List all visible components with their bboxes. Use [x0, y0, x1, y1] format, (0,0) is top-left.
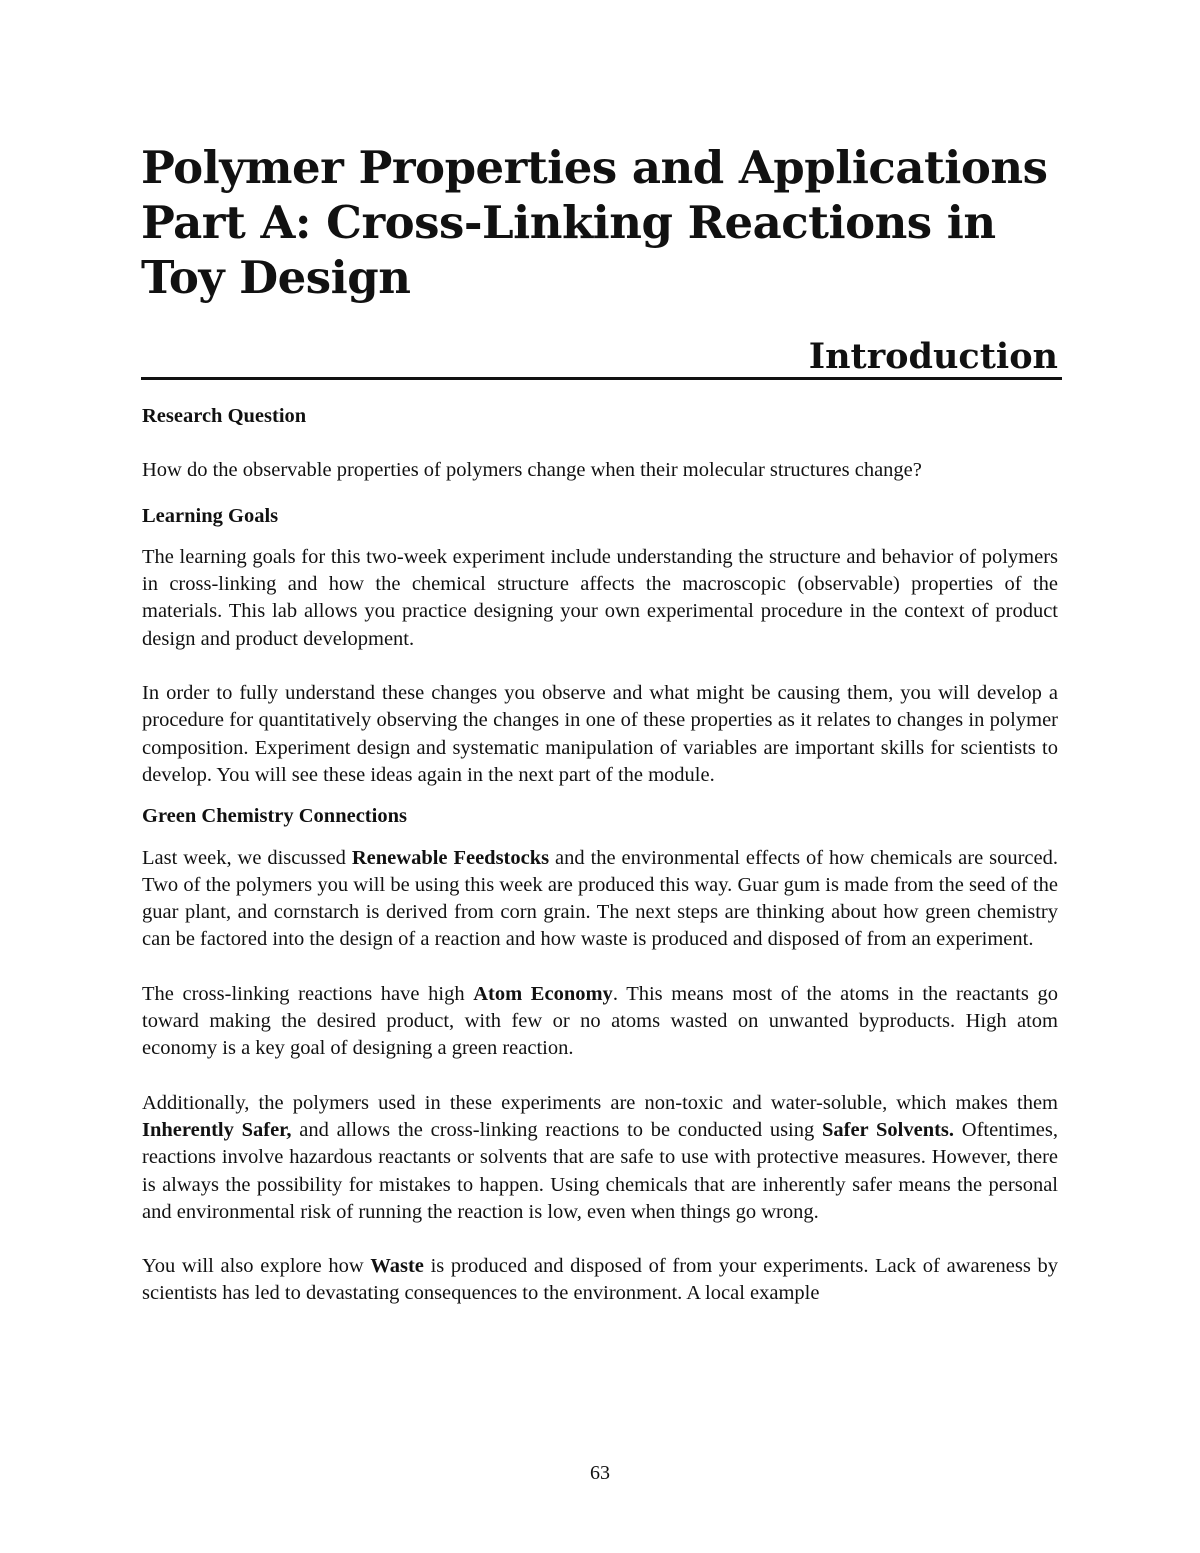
- paragraph-text: You will also explore how: [142, 1255, 371, 1278]
- page-number: 63: [590, 1462, 610, 1484]
- key-term: Inherently Safer,: [142, 1118, 292, 1141]
- heading-rule: [141, 377, 1062, 380]
- green-chemistry-paragraph: [142, 845, 1058, 954]
- paragraph-text: Additionally, the polymers used in these experiments are non-toxic and water-soluble, which makes them: [142, 1091, 1058, 1114]
- key-term: Atom Economy: [473, 982, 613, 1005]
- key-term: Waste: [370, 1255, 424, 1278]
- key-term: Renewable Feedstocks: [351, 846, 550, 869]
- learning-goals-heading: Learning Goals: [142, 504, 279, 527]
- research-question-text: How do the observable properties of polymers change when their molecular structures change?: [142, 459, 922, 482]
- title-line: Polymer Properties and Applications: [141, 141, 1048, 194]
- green-chemistry-paragraph: [142, 1253, 1058, 1308]
- paragraph-text: The cross-linking reactions have high: [142, 982, 474, 1005]
- paragraph-text: and the environmental effects of how chemicals are sourced. Two of the polymers you will be using this week are produced this way. Guar gum is made from the seed of the guar plant, and cornstarch is derived from corn grain. The next steps are thinking about how green chemistry can be factored into the design of a reaction and how waste is produced and disposed of from an experiment.: [142, 846, 1059, 951]
- green-chemistry-heading: Green Chemistry Connections: [142, 805, 407, 828]
- research-question-heading: Research Question: [142, 405, 307, 427]
- document-body: [142, 403, 1058, 1308]
- key-term: Safer Solvents.: [821, 1118, 955, 1141]
- paragraph-text: is produced and disposed of from your experiments. Lack of awareness by scientists has led to devastating consequences to the environment. A local example: [142, 1255, 1058, 1305]
- paragraph-text: Oftentimes, reactions involve hazardous reactants or solvents that are safe to use with protective measures. However, there is always the possibility for mistakes to happen. Using chemicals that are inherently safer means the personal and environmental risk of running the reaction is low, even when things go wrong.: [142, 1118, 1058, 1223]
- green-chemistry-paragraph: [142, 981, 1058, 1063]
- learning-goals-paragraph: In order to fully understand these changes you observe and what might be causing them, you will develop a procedure for quantitatively observing the changes in one of these properties as it relates to changes in polymer composition. Experiment design and systematic manipulation of variables are important skills for scientists to develop. You will see these ideas again in the next part of the module.: [142, 682, 1058, 786]
- paragraph-text: and allows the cross-linking reactions to be conducted using: [291, 1118, 822, 1141]
- paragraph-text: Last week, we discussed: [142, 846, 352, 869]
- green-chemistry-paragraph: [142, 1090, 1058, 1226]
- learning-goals-paragraph: The learning goals for this two-week experiment include understanding the structure and behavior of polymers in cross-linking and how the chemical structure affects the macroscopic (observable) properties of the materials. This lab allows you practice designing your own experimental procedure in the context of product design and product development.: [142, 545, 1058, 650]
- document-title: [141, 140, 1081, 305]
- title-line: Toy Design: [141, 251, 411, 304]
- section-heading: Introduction: [808, 336, 1058, 377]
- title-line: Part A: Cross-Linking Reactions in: [141, 196, 996, 249]
- paragraph-text: . This means most of the atoms in the reactants go toward making the desired product, with few or no atoms wasted on unwanted byproducts. High atom economy is a key goal of designing a green reaction.: [142, 982, 1058, 1060]
